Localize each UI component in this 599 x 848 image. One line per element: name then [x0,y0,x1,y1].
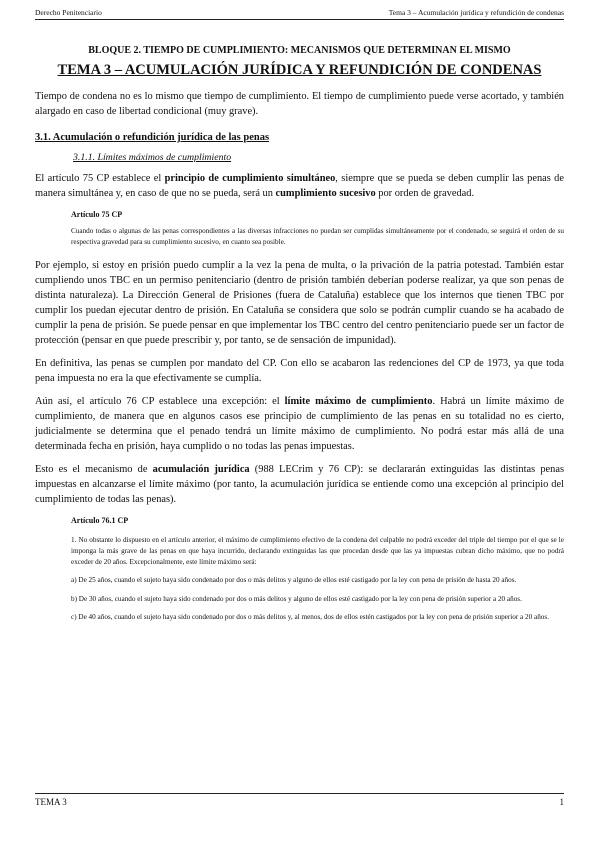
running-header [35,8,564,20]
section-heading: 3.1. Acumulación o refundición jurídica de las penas [35,132,270,143]
article-quote-item: a) De 25 años, cuando el sujeto haya sido condenado por dos o más delitos y alguno de ellos esté castigado por la ley con pena de prisión de hasta 20 años. [71,576,517,585]
bold-term: principio de cumplimiento simultáneo [164,173,336,184]
text-run: El artículo 75 CP establece el [35,173,165,184]
article-quote: 1. No obstante lo dispuesto en el artículo anterior, el máximo de cumplimiento efectivo de la condena del culpable no podrá exceder del triple del tiempo por el que se le imponga la más grave de las penas en que haya incurrido, declarando extinguidas las que procedan desde que las ya impuestas cubran dicho máximo, que no podrá exceder de 20 años. Excepcionalmente, este límite máximo será: [71,535,564,567]
intro-paragraph: Tiempo de condena no es lo mismo que tiempo de cumplimiento. El tiempo de cumplimiento puede verse acortado, y también alargado en caso de libertad condicional (muy grave). [35,91,564,117]
paragraph-art76 [35,394,564,454]
article-quote: Cuando todas o algunas de las penas correspondientes a las diversas infracciones no puedan ser cumplidas simultáneamente por el condenado, se seguirá el orden de su respectiva gravedad para su cumplimiento sucesivo, en cuanto sea posible. [71,227,564,247]
paragraph-acumulacion [35,462,564,507]
bold-term: límite máximo de cumplimiento [284,395,433,407]
bold-term: acumulación jurídica [152,463,250,475]
text-run: . Habrá un límite máximo de cumplimiento, de manera que en algunos casos ese principio de cumplimiento de las penas en su totalidad no es cierto, judicialmente se determina que el penado tendrá un límite máximo de cumplimiento. No podrá estar más allá de una determinada fecha en prisión, haya cumplido o no todas las penas impuestas. [35,395,564,452]
subsection-heading: 3.1.1. Límites máximos de cumplimiento [73,152,232,163]
page-content [35,45,564,623]
article-quote-item: c) De 40 años, cuando el sujeto haya sido condenado por dos o más delitos y, al menos, dos de ellos estén castigados por la ley con pena de prisión superior a 20 años. [71,613,549,622]
header-course: Derecho Penitenciario [35,8,102,17]
text-run: por orden de gravedad. [375,188,475,199]
page-footer [35,793,564,807]
text-run: Esto es el mecanismo de [35,463,153,475]
page-number: 1 [559,797,564,807]
paragraph-art75-intro [35,171,564,201]
article-quote-item: b) De 30 años, cuando el sujeto haya sido condenado por dos o más delitos y alguno de ellos esté castigado por la ley con pena de prisión superior a 20 años. [71,594,522,603]
paragraph-example: Por ejemplo, si estoy en prisión puedo cumplir a la vez la pena de multa, o la privación de la patria potestad. También estar cumpliendo unos TBC en un permiso penitenciario (dentro de prisión también deberían poderse realizar, ya que son penas de distinta naturaleza). La Dirección General de Prisiones (fuera de Cataluña) establece que los internos que tienen TBC por cumplir los puedan ejecutar dentro de prisión. En Cataluña se considera que solo se podrán cumplir cuando se ha acabado de cumplir la pena de prisión. Se puede pensar en que implementar los TBC centro del centro penitenciario puede ser un factor de protección (pensar en que puede prescribir y, por tanto, se de sensación de impunidad). [35,259,564,346]
footer-topic: TEMA 3 [35,797,67,807]
block-heading: BLOQUE 2. TIEMPO DE CUMPLIMIENTO: MECANISMOS QUE DETERMINAN EL MISMO [88,45,511,56]
page-title: TEMA 3 – ACUMULACIÓN JURÍDICA Y REFUNDICIÓN DE CONDENAS [57,62,542,78]
bold-term: cumplimiento sucesivo [275,188,376,199]
article-label: Artículo 75 CP [71,210,123,219]
text-run: (988 LECrim y 76 CP): se declararán extinguidas las distintas penas impuestas en alcanzarse el límite máximo (por tanto, la acumulación jurídica se entiende como una excepción al principio del cumplimiento de todas las penas). [35,463,564,505]
text-run: Aún así, el artículo 76 CP establece una excepción: el [35,395,285,407]
paragraph-conclusion: En definitiva, las penas se cumplen por mandato del CP. Con ello se acabaron las redenciones del CP de 1973, ya que toda pena impuesta no era la que efectivamente se cumplía. [35,357,564,384]
header-topic: Tema 3 – Acumulación jurídica y refundición de condenas [388,8,564,17]
article-label: Artículo 76.1 CP [71,515,129,525]
text-run: , siempre que se pueda se deben cumplir las penas de manera simultánea y, en caso de que no se pueda, será un [35,173,564,199]
